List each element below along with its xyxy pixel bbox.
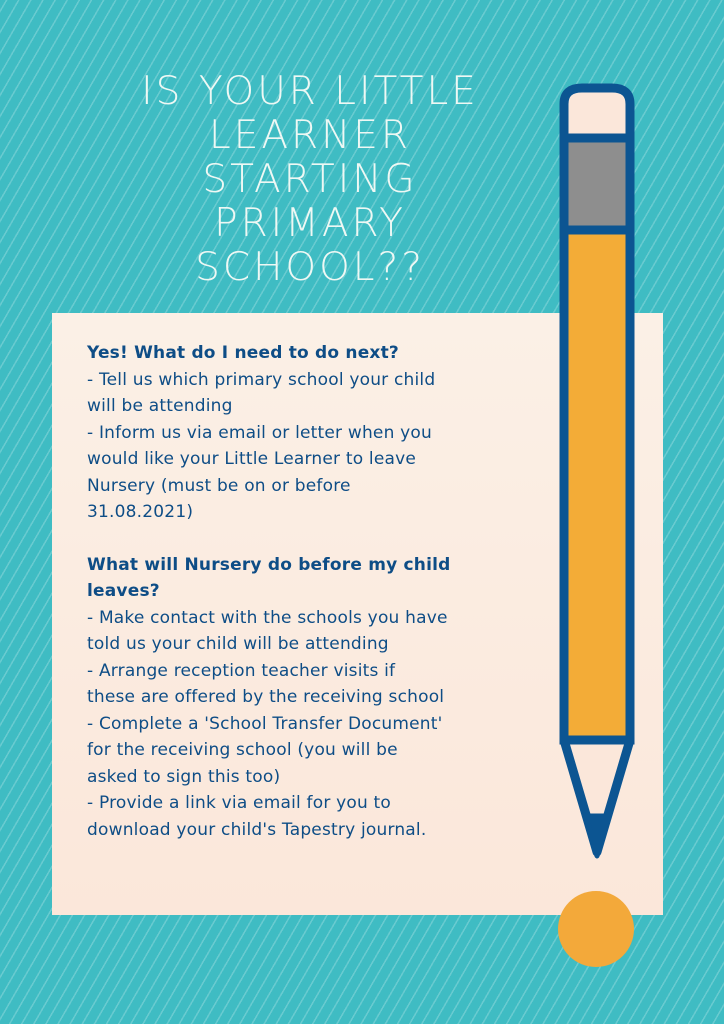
title-line: IS YOUR LITTLE — [141, 69, 479, 114]
list-item: will be attending — [87, 396, 233, 416]
section-nursery-heading: What will Nursery do before my child — [87, 554, 451, 575]
list-item: - Tell us which primary school your child — [87, 369, 436, 390]
list-item: Nursery (must be on or before — [87, 475, 351, 496]
pencil-ferrule — [564, 138, 630, 230]
title-line: STARTING — [202, 157, 418, 202]
list-item: 31.08.2021) — [87, 502, 194, 522]
list-item: these are offered by the receiving school — [87, 687, 445, 707]
list-item: would like your Little Learner to leave — [87, 449, 417, 469]
list-item: download your child's Tapestry journal. — [87, 819, 427, 840]
list-item: told us your child will be attending — [87, 634, 389, 654]
pencil-icon — [552, 80, 642, 980]
section-nursery-heading: leaves? — [87, 581, 160, 601]
pencil-lead — [586, 816, 608, 856]
title-line: LEARNER — [208, 113, 412, 158]
section-next-steps-heading: Yes! What do I need to do next? — [87, 343, 399, 363]
pencil-eraser — [564, 88, 630, 138]
list-item: - Make contact with the schools you have — [87, 607, 448, 628]
list-item: asked to sign this too) — [87, 766, 281, 787]
poster-title — [100, 70, 520, 290]
list-item: - Inform us via email or letter when you — [87, 422, 433, 443]
title-line: SCHOOL?? — [195, 245, 425, 290]
section-spacer — [87, 526, 473, 552]
list-item: - Complete a 'School Transfer Document' — [87, 713, 443, 734]
list-item: - Provide a link via email for you to — [87, 793, 392, 813]
info-card-text — [87, 340, 473, 843]
list-item: for the receiving school (you will be — [87, 740, 398, 760]
title-line: PRIMARY — [214, 201, 406, 246]
pencil-body — [564, 230, 630, 740]
dot-icon — [558, 891, 634, 967]
list-item: - Arrange reception teacher visits if — [87, 660, 396, 681]
